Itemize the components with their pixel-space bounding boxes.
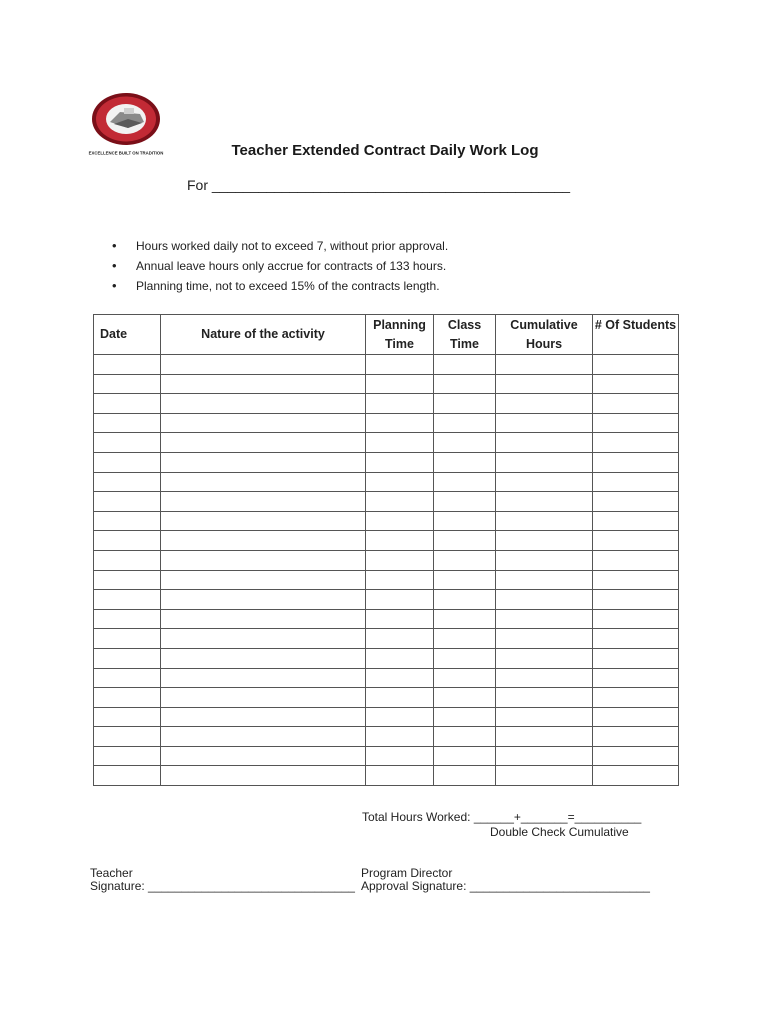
table-cell[interactable] [366, 492, 434, 512]
column-header-activity: Nature of the activity [161, 315, 366, 355]
table-cell[interactable] [496, 355, 593, 375]
table-cell[interactable] [496, 433, 593, 453]
table-cell[interactable] [496, 550, 593, 570]
table-cell[interactable] [434, 492, 496, 512]
table-cell[interactable] [434, 511, 496, 531]
table-cell[interactable] [366, 433, 434, 453]
table-row [94, 629, 679, 649]
table-cell[interactable] [496, 374, 593, 394]
table-cell[interactable] [434, 629, 496, 649]
table-cell[interactable] [161, 590, 366, 610]
table-cell[interactable] [496, 668, 593, 688]
table-cell[interactable] [161, 511, 366, 531]
table-cell[interactable] [366, 550, 434, 570]
teacher-signature-line: Teacher Signature: _______________________________ [90, 866, 355, 893]
table-cell[interactable] [434, 727, 496, 747]
table-row [94, 727, 679, 747]
double-check-label: Double Check Cumulative [490, 825, 629, 839]
column-header-class-time: Class Time [434, 315, 496, 355]
table-cell[interactable] [434, 707, 496, 727]
total-hours-line: Total Hours Worked: ______+_______=__________ [362, 810, 642, 824]
table-cell[interactable] [94, 746, 161, 766]
table-cell[interactable] [94, 727, 161, 747]
table-cell[interactable] [366, 707, 434, 727]
table-cell[interactable] [161, 492, 366, 512]
table-cell[interactable] [94, 766, 161, 786]
table-cell[interactable] [94, 648, 161, 668]
table-cell[interactable] [161, 688, 366, 708]
table-cell[interactable] [593, 648, 679, 668]
table-cell[interactable] [94, 355, 161, 375]
table-cell[interactable] [161, 531, 366, 551]
table-cell[interactable] [366, 472, 434, 492]
rules-list [112, 238, 448, 298]
table-cell[interactable] [94, 609, 161, 629]
table-cell[interactable] [161, 727, 366, 747]
table-cell[interactable] [94, 707, 161, 727]
table-cell[interactable] [496, 590, 593, 610]
table-cell[interactable] [434, 766, 496, 786]
table-cell[interactable] [161, 707, 366, 727]
table-cell[interactable] [496, 511, 593, 531]
table-cell[interactable] [94, 394, 161, 414]
table-cell[interactable] [434, 648, 496, 668]
table-cell[interactable] [366, 629, 434, 649]
table-cell[interactable] [434, 746, 496, 766]
table-cell[interactable] [366, 531, 434, 551]
for-name-line: For ______________________________________________ [187, 177, 571, 193]
table-row [94, 746, 679, 766]
table-cell[interactable] [434, 570, 496, 590]
table-cell[interactable] [161, 668, 366, 688]
table-row [94, 472, 679, 492]
table-header-row [94, 315, 679, 355]
director-signature-line: Program Director Approval Signature: ___________________________ [361, 866, 650, 893]
table-cell[interactable] [593, 433, 679, 453]
table-cell[interactable] [496, 688, 593, 708]
table-cell[interactable] [366, 570, 434, 590]
table-cell[interactable] [593, 511, 679, 531]
table-cell[interactable] [593, 394, 679, 414]
table-cell[interactable] [94, 511, 161, 531]
table-cell[interactable] [434, 609, 496, 629]
column-header-date: Date [94, 315, 161, 355]
table-body [94, 355, 679, 786]
table-cell[interactable] [161, 766, 366, 786]
table-cell[interactable] [496, 727, 593, 747]
table-cell[interactable] [496, 570, 593, 590]
table-row [94, 355, 679, 375]
table-cell[interactable] [366, 668, 434, 688]
table-cell[interactable] [434, 668, 496, 688]
table-cell[interactable] [366, 688, 434, 708]
table-cell[interactable] [434, 355, 496, 375]
table-cell[interactable] [366, 609, 434, 629]
table-cell[interactable] [496, 648, 593, 668]
table-row [94, 374, 679, 394]
table-cell[interactable] [94, 550, 161, 570]
table-cell[interactable] [434, 452, 496, 472]
table-cell[interactable] [366, 648, 434, 668]
table-cell[interactable] [94, 374, 161, 394]
table-cell[interactable] [161, 648, 366, 668]
table-cell[interactable] [94, 452, 161, 472]
table-row [94, 452, 679, 472]
table-cell[interactable] [593, 629, 679, 649]
table-cell[interactable] [94, 531, 161, 551]
table-row [94, 492, 679, 512]
table-cell[interactable] [161, 433, 366, 453]
table-cell[interactable] [366, 413, 434, 433]
table-cell[interactable] [496, 707, 593, 727]
table-row [94, 550, 679, 570]
table-cell[interactable] [161, 570, 366, 590]
table-cell[interactable] [366, 511, 434, 531]
table-cell[interactable] [496, 629, 593, 649]
table-cell[interactable] [593, 707, 679, 727]
table-cell[interactable] [593, 492, 679, 512]
table-cell[interactable] [161, 355, 366, 375]
table-cell[interactable] [366, 452, 434, 472]
table-cell[interactable] [593, 355, 679, 375]
work-log-table [93, 314, 679, 786]
table-cell[interactable] [434, 550, 496, 570]
page-title: Teacher Extended Contract Daily Work Log [231, 142, 539, 159]
table-row [94, 609, 679, 629]
table-cell[interactable] [366, 374, 434, 394]
table-cell[interactable] [94, 433, 161, 453]
table-cell[interactable] [434, 394, 496, 414]
table-row [94, 394, 679, 414]
table-cell[interactable] [366, 766, 434, 786]
table-cell[interactable] [593, 727, 679, 747]
table-cell[interactable] [434, 413, 496, 433]
table-cell[interactable] [593, 766, 679, 786]
table-cell[interactable] [496, 452, 593, 472]
table-cell[interactable] [593, 413, 679, 433]
table-row [94, 668, 679, 688]
table-cell[interactable] [161, 609, 366, 629]
table-row [94, 433, 679, 453]
table-row [94, 590, 679, 610]
rule-item: • Planning time, not to exceed 15% of the contracts length. [112, 278, 448, 298]
table-cell[interactable] [593, 609, 679, 629]
table-cell[interactable] [94, 492, 161, 512]
table-cell[interactable] [161, 394, 366, 414]
rule-item: • Annual leave hours only accrue for contracts of 133 hours. [112, 258, 448, 278]
table-cell[interactable] [434, 688, 496, 708]
table-row [94, 648, 679, 668]
column-header-planning-time: Planning Time [366, 315, 434, 355]
table-cell[interactable] [366, 590, 434, 610]
table-row [94, 570, 679, 590]
table-cell[interactable] [94, 629, 161, 649]
table-row [94, 531, 679, 551]
table-cell[interactable] [593, 550, 679, 570]
table-cell[interactable] [593, 688, 679, 708]
table-cell[interactable] [496, 766, 593, 786]
rule-item: • Hours worked daily not to exceed 7, without prior approval. [112, 238, 448, 258]
table-cell[interactable] [593, 374, 679, 394]
column-header-cumulative-hours: Cumulative Hours [496, 315, 593, 355]
table-cell[interactable] [434, 590, 496, 610]
table-cell[interactable] [94, 570, 161, 590]
table-cell[interactable] [434, 472, 496, 492]
table-cell[interactable] [496, 609, 593, 629]
table-cell[interactable] [496, 472, 593, 492]
table-cell[interactable] [366, 727, 434, 747]
table-cell[interactable] [366, 355, 434, 375]
table-cell[interactable] [593, 472, 679, 492]
table-row [94, 707, 679, 727]
table-cell[interactable] [161, 550, 366, 570]
table-row [94, 766, 679, 786]
table-cell[interactable] [593, 452, 679, 472]
table-row [94, 511, 679, 531]
table-cell[interactable] [593, 746, 679, 766]
table-cell[interactable] [434, 433, 496, 453]
table-row [94, 413, 679, 433]
table-cell[interactable] [593, 668, 679, 688]
table-cell[interactable] [161, 374, 366, 394]
table-cell[interactable] [496, 746, 593, 766]
table-cell[interactable] [496, 413, 593, 433]
table-cell[interactable] [161, 629, 366, 649]
table-cell[interactable] [161, 472, 366, 492]
table-cell[interactable] [94, 590, 161, 610]
table-row [94, 688, 679, 708]
table-cell[interactable] [496, 394, 593, 414]
table-cell[interactable] [161, 452, 366, 472]
table-cell[interactable] [593, 570, 679, 590]
table-cell[interactable] [161, 746, 366, 766]
table-cell[interactable] [434, 531, 496, 551]
table-cell[interactable] [366, 394, 434, 414]
table-cell[interactable] [496, 492, 593, 512]
table-cell[interactable] [94, 688, 161, 708]
table-cell[interactable] [366, 746, 434, 766]
table-cell[interactable] [593, 531, 679, 551]
logo-motto: EXCELLENCE BUILT ON TRADITION [88, 150, 164, 156]
column-header-students: # Of Students [593, 315, 679, 355]
table-cell[interactable] [94, 472, 161, 492]
table-cell[interactable] [496, 531, 593, 551]
table-cell[interactable] [161, 413, 366, 433]
table-cell[interactable] [94, 413, 161, 433]
table-cell[interactable] [434, 374, 496, 394]
table-cell[interactable] [94, 668, 161, 688]
table-cell[interactable] [593, 590, 679, 610]
